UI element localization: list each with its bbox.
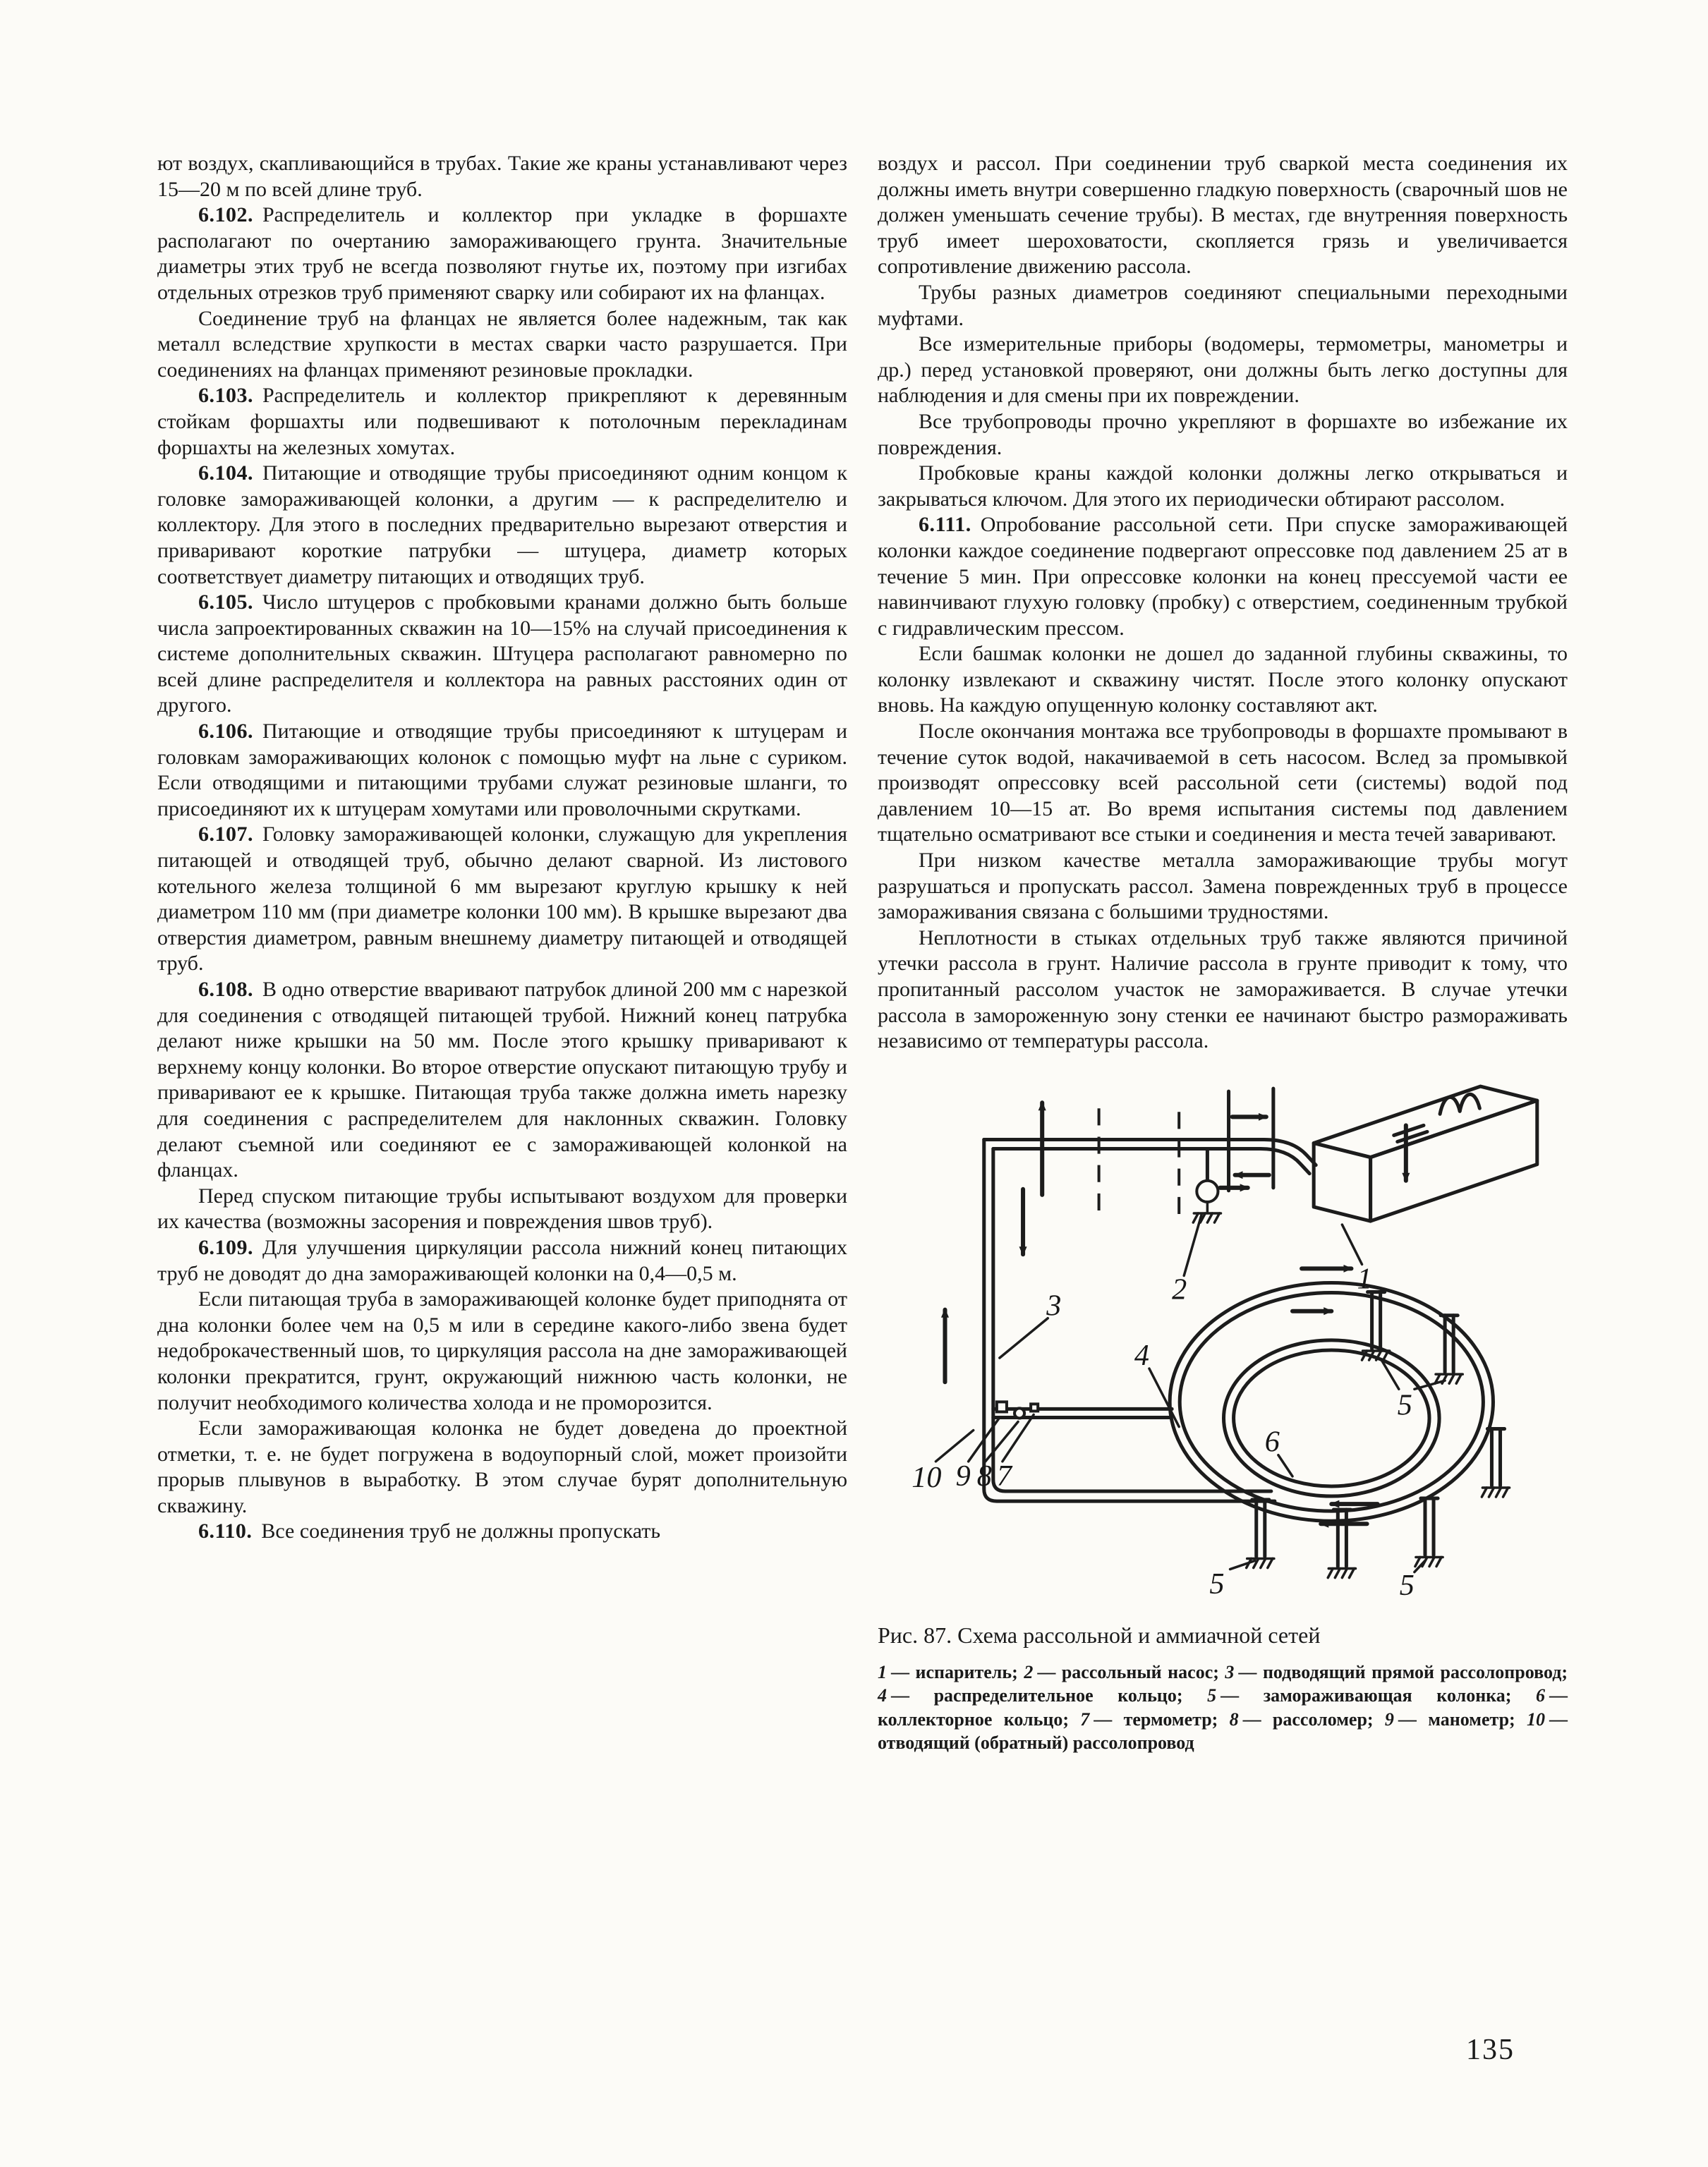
- supply-pipe: [984, 1139, 1316, 1165]
- paragraph: [157, 1287, 847, 1416]
- paragraph: [157, 202, 847, 305]
- paragraph-text: Неплотности в стыках отдельных труб также являются причиной утечки рассола в грунт. Наличие рассола в грунте приводит к тому, что пропитанный рассолом участок не замораживается. В случае утечки рассола в замороженную зону стенки ее начинают быстро размораживать независимо от температуры рассола.: [878, 925, 1568, 1053]
- paragraph-text: При низком качестве металла замораживающие трубы могут разрушаться и пропускать рассол. Замена поврежденных труб в процессе замораживания связана с большими трудностями.: [878, 849, 1568, 924]
- legend-item-number: 9: [1384, 1708, 1394, 1730]
- legend-item: [1385, 1709, 1515, 1730]
- left-column: [157, 151, 847, 1545]
- legend-item-number: 4: [878, 1685, 887, 1706]
- figure-legend: [878, 1661, 1568, 1755]
- paragraph-text: Соединение труб на фланцах не является более надежным, так как металл вследствие хрупкости в местах сварки часто разрушается. При соединениях на фланцах применяют резиновые прокладки.: [157, 306, 847, 382]
- legend-item-text: — подводящий прямой рассолопровод;: [1238, 1661, 1568, 1682]
- legend-item-text: — замораживающая колонка;: [1221, 1685, 1512, 1706]
- paragraph: [878, 641, 1568, 719]
- paragraph: [157, 1235, 847, 1287]
- diagram-label-6: 6: [1264, 1425, 1280, 1459]
- paragraph: [878, 409, 1568, 461]
- right-column: [878, 151, 1568, 1755]
- paragraph-number: 6.106.: [198, 720, 253, 743]
- diagram-label-9: 9: [955, 1459, 971, 1493]
- paragraph-text: Все трубопроводы прочно укрепляют в форшахте во избежание их повреждения.: [878, 409, 1568, 459]
- paragraph-number: 6.104.: [198, 461, 253, 485]
- paragraph: [878, 925, 1568, 1055]
- paragraph-text: Для улучшения циркуляции рассола нижний конец питающих труб не доводят до дна замораживающей колонки на 0,4—0,5 м.: [157, 1235, 847, 1285]
- legend-item: [1207, 1685, 1511, 1706]
- diagram-label-3: 3: [1046, 1289, 1062, 1323]
- paragraph-number: 6.105.: [198, 590, 253, 614]
- diagram-label-8: 8: [976, 1459, 992, 1493]
- paragraph: [157, 977, 847, 1184]
- legend-item-text: — отводящий (обратный) рассолопровод: [878, 1708, 1568, 1754]
- paragraph-number: 6.110.: [198, 1519, 253, 1543]
- paragraph: [878, 332, 1568, 409]
- paragraph-text: Если башмак колонки не дошел до заданной глубины скважины, то колонку извлекают и скважину чистят. После этого колонку опускают вновь. На каждую опущенную колонку составляют акт.: [878, 642, 1568, 717]
- diagram-label-5: 5: [1397, 1388, 1412, 1422]
- paragraph: [157, 1184, 847, 1235]
- brine-pump: [1193, 1148, 1247, 1222]
- legend-item-text: — манометр;: [1398, 1708, 1515, 1730]
- figure-87: [878, 1076, 1568, 1755]
- legend-item-text: — коллекторное кольцо;: [878, 1685, 1568, 1730]
- paragraph-text: Головку замораживающей колонки, служащую для укрепления питающей и отводящей труб, обычно делают сварной. Из листового котельного железа толщиной 6 мм вырезают круглую крышку к ней диаметром 110 мм (при диаметре колонки 100 мм). В крышке вырезают два отверстия диаметром, равным внешнему диаметру питающей и отводящей труб.: [157, 823, 847, 976]
- paragraph-text: Перед спуском питающие трубы испытывают воздухом для проверки их качества (возможны засорения и повреждения швов труб).: [157, 1184, 847, 1234]
- legend-item-text: — испаритель;: [891, 1661, 1018, 1682]
- legend-item-number: 5: [1207, 1685, 1217, 1706]
- paragraph-text: Все соединения труб не должны пропускать: [261, 1519, 661, 1543]
- paragraph-number: 6.111.: [919, 513, 971, 537]
- legend-item-text: — распределительное кольцо;: [891, 1685, 1183, 1706]
- paragraph-number: 6.109.: [198, 1235, 253, 1259]
- paragraph-text: Пробковые краны каждой колонки должны легко открываться и закрываться ключом. Для этого их периодически обтирают рассолом.: [878, 461, 1568, 511]
- paragraph: [157, 383, 847, 461]
- paragraph-text: В одно отверстие вваривают патрубок длиной 200 мм с нарезкой для соединения с отводящей питающей трубой. Нижний конец патрубка делают ниже крышки на 50 мм. После этого крышку приваривают к верхнему концу колонки. Во второе отверстие опускают питающую трубу и приваривают ее к крышке. Питающая труба также должна иметь нарезку для соединения с распределителем для наклонных скважин. Головку делают съемной или соединяют ее с замораживающей колонкой на фланцах.: [157, 978, 847, 1182]
- paragraph: [878, 280, 1568, 332]
- paragraph: [157, 590, 847, 719]
- paragraph: [878, 848, 1568, 925]
- diagram-label-5: 5: [1209, 1567, 1225, 1601]
- diagram-label-10: 10: [911, 1460, 942, 1494]
- legend-item: [1225, 1662, 1568, 1682]
- paragraph-text: Питающие и отводящие трубы присоединяют одним концом к головке замораживающей колонки, а другим — к распределителю и коллектору. Для этого в последних предварительно вырезают отверстия и приваривают короткие патрубки — штуцера, диаметр которых соответствует диаметру питающих и отводящих труб.: [157, 461, 847, 588]
- legend-item-number: 3: [1225, 1661, 1235, 1682]
- page-number: 135: [1466, 2034, 1515, 2066]
- paragraph-number: 6.102.: [198, 203, 253, 227]
- paragraph: [157, 461, 847, 590]
- paragraph-text: Питающие и отводящие трубы присоединяют к штуцерам и головкам замораживающих колонок с помощью муфт на льне с суриком. Если отводящими и питающими трубами служат резиновые шланги, то присоединяют их к штуцерам хомутами или проволочными скрутками.: [157, 720, 847, 820]
- legend-item-number: 10: [1527, 1708, 1545, 1730]
- legend-item: [1080, 1709, 1218, 1730]
- legend-item: [1230, 1709, 1374, 1730]
- manometer-fitting: [1031, 1404, 1038, 1411]
- legend-item-number: 6: [1536, 1685, 1546, 1706]
- legend-item-text: — рассоломер;: [1242, 1708, 1374, 1730]
- paragraph: [878, 151, 1568, 280]
- paragraph-text: Все измерительные приборы (водомеры, термометры, манометры и др.) перед установкой проверяют, они должны быть легко доступны для наблюдения и для смены при их повреждении.: [878, 332, 1568, 408]
- figure-diagram: [878, 1076, 1565, 1604]
- legend-item: [1024, 1662, 1219, 1682]
- paragraph: [878, 512, 1568, 641]
- paragraph-text: Опробование рассольной сети. При спуске замораживающей колонки каждое соединение подвергают опрессовке под давлением 25 ат в течение 5 мин. При опрессовке колонки на конец прессуемой части ее навинчивают глухую головку (пробку) с отверстием, соединенным трубкой с гидравлическим прессом.: [878, 513, 1568, 640]
- legend-item: [878, 1662, 1018, 1682]
- paragraph-text: Распределитель и коллектор прикрепляют к деревянным стойкам форшахты или подвешивают к потолочным перекладинам форшахты на железных хомутах.: [157, 384, 847, 459]
- legend-item-text: — термометр;: [1094, 1708, 1218, 1730]
- paragraph: [878, 719, 1568, 848]
- evaporator-coil: [1460, 1094, 1479, 1111]
- legend-item-number: 8: [1229, 1708, 1239, 1730]
- paragraph-text: Трубы разных диаметров соединяют специальными переходными муфтами.: [878, 280, 1568, 330]
- legend-item-number: 1: [878, 1661, 887, 1682]
- paragraph-number: 6.103.: [198, 384, 253, 408]
- paragraph: [157, 822, 847, 977]
- paragraph: [157, 1519, 847, 1545]
- paragraph: [157, 151, 847, 202]
- paragraph: [157, 1416, 847, 1519]
- diagram-label-5: 5: [1399, 1568, 1415, 1602]
- paragraph-text: После окончания монтажа все трубопроводы в форшахте промывают в течение суток водой, накачиваемой в сеть насосом. Вслед за промывкой производят опрессовку всей рассольной сети (системы) водой под давлением 10—15 ат. Во время испытания системы под давлением тщательно осматривают все стыки и соединения и места течей заваривают.: [878, 720, 1568, 846]
- paragraph-text: Если замораживающая колонка не будет доведена до проектной отметки, т. е. не будет погружена в водоупорный слой, может произойти прорыв плывунов в выработку. В этом случае бурят дополнительную скважину.: [157, 1416, 847, 1517]
- paragraph-text: Распределитель и коллектор при укладке в форшахте располагают по очертанию замораживающего грунта. Значительные диаметры этих труб не всегда позволяют гнутье их, поэтому при изгибах отдельных отрезков труб применяют сварку или собирают их на фланцах.: [157, 203, 847, 304]
- thermometer-fitting: [997, 1402, 1007, 1412]
- legend-item-number: 7: [1080, 1708, 1090, 1730]
- paragraph: [157, 306, 847, 384]
- paragraph-text: воздух и рассол. При соединении труб сваркой места соединения их должны иметь внутри совершенно гладкую поверхность (сварочный шов не должен уменьшать сечение трубы). В местах, где внутренняя поверхность труб имеет шероховатости, скопляется грязь и увеличивается сопротивление движению рассола.: [878, 152, 1568, 279]
- paragraph-number: 6.108.: [198, 978, 253, 1001]
- paragraph: [157, 719, 847, 822]
- evaporator-box: [1314, 1086, 1537, 1221]
- diagram-label-7: 7: [996, 1459, 1012, 1493]
- diagram-label-2: 2: [1172, 1273, 1187, 1306]
- paragraph-text: ют воздух, скапливающийся в трубах. Такие же краны устанавливают через 15—20 м по всей длине труб.: [157, 152, 847, 201]
- paragraph-text: Число штуцеров с пробковыми кранами должно быть больше числа запроектированных скважин на 10—15% на случай присоединения к системе дополнительных скважин. Штуцера располагают равномерно по всей длине распределителя и коллектора на равных расстояних один от другого.: [157, 590, 847, 717]
- paragraph-number: 6.107.: [198, 823, 253, 846]
- legend-item-text: — рассольный насос;: [1037, 1661, 1219, 1682]
- paragraph-text: Если питающая труба в замораживающей колонке будет приподнята от дна колонки более чем на 0,5 м или в середине какого-либо звена будет недоброкачественный шов, то циркуляция рассола на дне замораживающей колонки прекратится, грунт, окружающий нижнюю часть колонки, не получит необходимого количества холода и не проморозится.: [157, 1287, 847, 1414]
- diagram-label-4: 4: [1134, 1338, 1149, 1372]
- legend-item-number: 2: [1024, 1661, 1034, 1682]
- diagram-label-1: 1: [1357, 1262, 1372, 1296]
- brine-meter-fitting: [1014, 1408, 1024, 1418]
- legend-item: [878, 1685, 1183, 1706]
- paragraph: [878, 461, 1568, 512]
- figure-caption: Рис. 87. Схема рассольной и аммиачной сетей: [878, 1622, 1321, 1648]
